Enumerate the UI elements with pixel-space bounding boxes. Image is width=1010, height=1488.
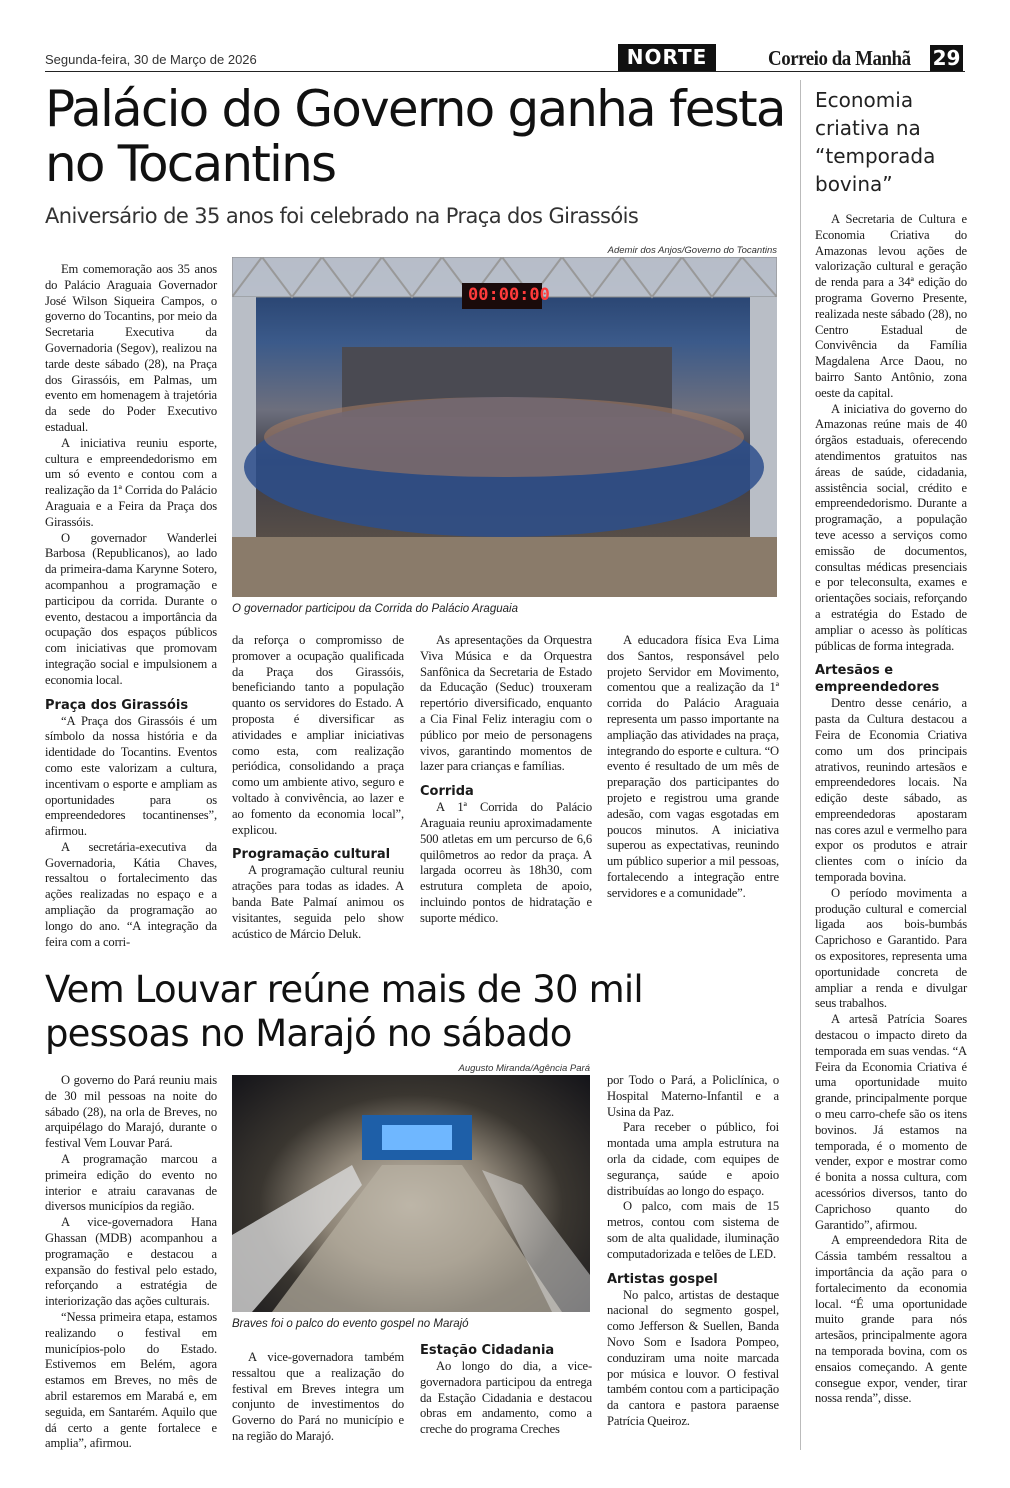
- story2-headline: Vem Louvar reúne mais de 30 mil pessoas no Marajó no sábado: [45, 968, 643, 1055]
- story1-column-4: [607, 633, 779, 902]
- body-paragraph: O governador Wanderlei Barbosa (Republicanos), ao lado da primeira-dama Karynne Sotero, acompanhou a programação e participou da corrida. Durante o evento, destacou a importância da ocupação dos espaços públicos com iniciativas que promovam integração social e impulsionem a economia local.: [45, 530, 217, 687]
- body-paragraph: A programação marcou a primeira edição do evento no interior e atraiu caravanas de diversos municípios da região.: [45, 1151, 217, 1214]
- story1-column-1: [45, 262, 217, 950]
- body-paragraph: A vice-governadora Hana Ghassan (MDB) acompanhou a programação e destacou a expansão do festival pelo estado, reforçando a estratégia de interiorização das ações culturais.: [45, 1215, 217, 1309]
- story2-column-1: [45, 1073, 217, 1452]
- body-paragraph: A programação cultural reuniu atrações para todas as idades. A banda Bate Palmaí animou os visitantes, seguida pelo show acústico de Márcio Deluk.: [232, 863, 404, 941]
- story1-photo-race-start: [232, 257, 777, 597]
- story1-title-block: [45, 82, 795, 229]
- story1-photo-caption: O governador participou da Corrida do Palácio Araguaia: [232, 603, 518, 615]
- body-paragraph: “Nessa primeira etapa, estamos realizando o festival em municípios-polo do Estado. Estivemos em Belém, agora estamos em Breves, no mês de abril estaremos em Marabá e, em seguida, em Santarém. Aquilo que dá certo a gente fortalece e amplia”, afirmou.: [45, 1309, 217, 1451]
- section-subheading: Estação Cidadania: [420, 1343, 555, 1358]
- section-subheading: Artesãos e empreendedores: [815, 663, 940, 696]
- story2-photo-caption: Braves foi o palco do evento gospel no Marajó: [232, 1318, 469, 1330]
- header-divider: [45, 71, 965, 72]
- story2-photo-credit: Augusto Miranda/Agência Pará: [458, 1063, 590, 1074]
- body-paragraph: O período movimenta a produção cultural e comercial ligada aos bois-bumbás Caprichoso e Garantido. Para os expositores, representa uma oportunidade concreta de ampliar a renda e divulgar seus trabalhos.: [815, 885, 967, 1011]
- section-subheading: Artistas gospel: [607, 1271, 718, 1287]
- story1-headline: Palácio do Governo ganha festa no Tocantins: [45, 80, 785, 193]
- story2-column-2: [232, 1350, 404, 1445]
- story1-photo-credit: Ademir dos Anjos/Governo do Tocantins: [607, 245, 777, 256]
- story2-column-4: [607, 1073, 779, 1430]
- body-paragraph: A Secretaria de Cultura e Economia Criativa do Amazonas levou ações de valorização cultural e geração de renda para a 34ª edição do programa Governo Presente, realizada neste sábado (28), no Centro Estadual de Convivência da Família Magdalena Arce Daou, no bairro Santo Antônio, zona oeste da capital.: [815, 212, 967, 400]
- section-subheading: Corrida: [420, 784, 474, 800]
- body-paragraph: A secretária-executiva da Governadoria, Kátia Chaves, ressaltou o fortalecimento das ações realizadas no espaço e a ampliação da programação ao longo do ano. “A integração da feira com a corri-: [45, 839, 217, 949]
- race-clock: 00:00:00: [468, 285, 550, 305]
- section-label: NORTE: [618, 44, 716, 71]
- body-paragraph: A empreendedora Rita de Cássia também ressaltou a importância da ação para o fortalecimento da economia local. “É uma oportunidade muito grande para nós artesãos, principalmente agora na temporada bovina, com os ensaios começando. A gente consegue expor, vender, tirar nossa renda”, disse.: [815, 1233, 967, 1406]
- crowd-photo-illustration: [232, 1075, 590, 1312]
- body-paragraph: por Todo o Pará, a Policlínica, o Hospital Materno-Infantil e a Usina da Paz.: [607, 1073, 779, 1119]
- body-paragraph: As apresentações da Orquestra Viva Música e da Orquestra Sanfônica da Secretaria de Estado da Educação (Seduc) trouxeram repertório diversificado, enquanto a Cia Final Feliz interagiu com o público por meio de personagens vivos, garantindo momentos de lazer para crianças e famílias.: [420, 633, 592, 774]
- issue-date: Segunda-feira, 30 de Março de 2026: [45, 52, 257, 67]
- body-paragraph: Em comemoração aos 35 anos do Palácio Araguaia Governador José Wilson Siqueira Campos, o governo do Tocantins, por meio da Secretaria Executiva da Governadoria (Segov), realizou na tarde deste sábado (28), na Praça dos Girassóis, em Palmas, um evento em homenagem à trajetória da sede do Poder Executivo estadual.: [45, 262, 217, 434]
- body-paragraph: Para receber o público, foi montada uma ampla estrutura na orla da cidade, com equipes de segurança, saúde e apoio distribuídas ao longo do espaço.: [607, 1120, 779, 1198]
- story2-photo-crowd: [232, 1075, 590, 1312]
- story1-column-2: [232, 633, 404, 942]
- body-paragraph: No palco, artistas de destaque nacional do segmento gospel, como Jefferson & Suellen, Banda Novo Som e Isadora Pompeo, conduziram uma noite marcada por música e louvor. O festival também contou com a participação da cantora e pastora paraense Patrícia Queiroz.: [607, 1287, 779, 1428]
- sidebar-headline: Economia criativa na “temporada bovina”: [815, 88, 936, 196]
- body-paragraph: A iniciativa do governo do Amazonas reúne mais de 40 órgãos estaduais, oferecendo atendimentos gratuitos nas áreas de saúde, cidadania, assistência social, crédito e empreendedorismo. Durante a programação, a população teve acesso a serviços como emissão de documentos, consultas médicas presenciais e por teleconsulta, exames e orientações sociais, reforçando a estratégia do Estado de ampliar o acesso às políticas públicas de forma integrada.: [815, 401, 967, 653]
- body-paragraph: A 1ª Corrida do Palácio Araguaia reuniu aproximadamente 500 atletas em um percurso de 6,6 quilômetros ao redor da praça. A largada ocorreu às 18h30, com estrutura completa de apoio, incluindo pontos de hidratação e suporte médico.: [420, 800, 592, 925]
- body-paragraph: O governo do Pará reuniu mais de 30 mil pessoas na noite do sábado (28), na orla de Breves, no arquipélago do Marajó, durante o festival Vem Louvar Pará.: [45, 1073, 217, 1151]
- sidebar-divider: [800, 80, 801, 1450]
- body-paragraph: “A Praça dos Girassóis é um símbolo da nossa história e da identidade do Tocantins. Eventos como este valorizam a cultura, incentivam o esporte e ampliam as oportunidades para os empreendedores tocantinenses”, afirmou.: [45, 713, 217, 839]
- body-paragraph: A artesã Patrícia Soares destacou o impacto direto da temporada em suas vendas. “A Feira da Economia Criativa é uma oportunidade muito grande, principalmente porque o meu carro-chefe são os itens bovinos. Já estamos na temporada, é o momento de vender, expor e mostrar como é bonita a nossa cultura, com acessórios diversos, tanto do Caprichoso quanto do Garantido”, afirmou.: [815, 1012, 967, 1232]
- race-photo-illustration: [232, 257, 777, 597]
- section-subheading: Programação cultural: [232, 847, 391, 863]
- body-paragraph: da reforça o compromisso de promover a ocupação qualificada da Praça dos Girassóis, beneficiando tanto a população quanto os servidores do Estado. A proposta é diversificar as atividades e ampliar iniciativas como esta, com realização periódica, consolidando a praça como um ambiente ativo, seguro e voltado à convivência, ao lazer e ao fomento da economia local”, explicou.: [232, 633, 404, 837]
- sidebar-body: [815, 212, 967, 1407]
- body-paragraph: A iniciativa reuniu esporte, cultura e empreendedorismo em um só evento e contou com a realização da 1ª Corrida do Palácio Araguaia e a Feira da Praça dos Girassóis.: [45, 435, 217, 529]
- body-paragraph: A educadora física Eva Lima dos Santos, responsável pelo projeto Servidor em Movimento, comentou que a realização da 1ª corrida do Palácio Araguaia representa um passo importante na ampliação das atividades na praça, integrando do esporte e cultura. “O evento é resultado de um mês de preparação dos participantes do projeto e registrou uma grande adesão, com vagas esgotadas em poucos minutos. A iniciativa superou as expectativas, reunindo um público superior a mil pessoas, fortalecendo a integração entre servidores e a comunidade”.: [607, 633, 779, 900]
- body-paragraph: O palco, com mais de 15 metros, contou com sistema de som de alta qualidade, iluminação computadorizada e telões de LED.: [607, 1199, 779, 1261]
- newspaper-logo: Correio da Manhã: [768, 46, 911, 70]
- section-subheading: Praça dos Girassóis: [45, 697, 189, 713]
- story2-column-3: [420, 1342, 592, 1438]
- body-paragraph: Dentro desse cenário, a pasta da Cultura destacou a Feira de Economia Criativa como um dos principais atrativos, reunindo artesãos e empreendedores locais. Na edição deste sábado, as empreendedoras apostaram nas cores azul e vermelho para expor os produtos e atrair clientes com o início da temporada bovina.: [815, 696, 967, 885]
- story1-subheadline: Aniversário de 35 anos foi celebrado na Praça dos Girassóis: [45, 204, 639, 228]
- story1-column-3: [420, 633, 592, 927]
- page-number: 29: [930, 45, 963, 71]
- body-paragraph: Ao longo do dia, a vice-governadora participou da entrega da Estação Cidadania e destacou obras em andamento, como a creche do programa Creches: [420, 1359, 592, 1437]
- body-paragraph: A vice-governadora também ressaltou que a realização do festival em Breves integra um conjunto de investimentos do Governo do Pará no município e na região do Marajó.: [232, 1350, 404, 1443]
